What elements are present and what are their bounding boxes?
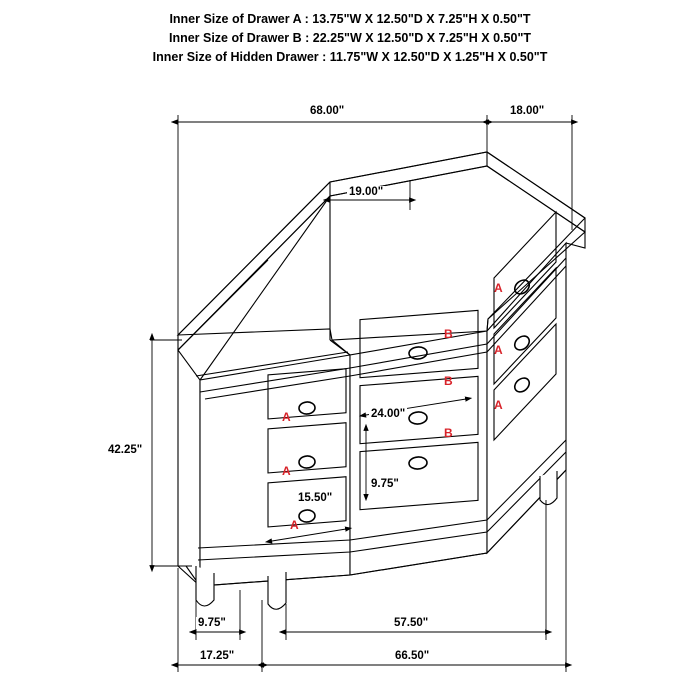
dim-bottom-depth: 17.25" [200, 650, 235, 662]
spec-line-hidden-drawer: Inner Size of Hidden Drawer : 11.75"W X 12.50"D X 1.25"H X 0.50"T [152, 50, 548, 64]
dim-height: 42.25" [108, 444, 143, 456]
drawer-label-center-3: B [444, 426, 453, 440]
dim-bottom-foot: 9.75" [198, 617, 226, 629]
drawer-label-left-3: A [290, 518, 299, 532]
spec-line-drawer-a: Inner Size of Drawer A : 13.75"W X 12.50"D X 7.25"H X 0.50"T [169, 12, 531, 26]
dim-top-inner: 19.00" [349, 186, 384, 198]
drawer-label-right-1: A [494, 281, 503, 295]
dresser-body [178, 152, 585, 609]
dim-bottom-inner: 57.50" [394, 617, 429, 629]
drawer-label-center-2: B [444, 374, 453, 388]
drawer-label-right-2: A [494, 343, 503, 357]
dim-side-drawer-width: 15.50" [298, 492, 333, 504]
drawer-label-center-1: B [444, 327, 453, 341]
spec-line-drawer-b: Inner Size of Drawer B : 22.25"W X 12.50"D X 7.25"H X 0.50"T [168, 31, 532, 45]
drawer-label-left-2: A [282, 464, 291, 478]
dim-top-width: 68.00" [310, 105, 345, 117]
dim-top-right: 18.00" [510, 105, 545, 117]
drawer-label-right-3: A [494, 398, 503, 412]
drawer-label-left-1: A [282, 410, 291, 424]
dim-center-drawer-depth: 24.00" [371, 408, 406, 420]
dim-bottom-width: 66.50" [395, 650, 430, 662]
dim-center-drawer-height: 9.75" [371, 478, 399, 490]
